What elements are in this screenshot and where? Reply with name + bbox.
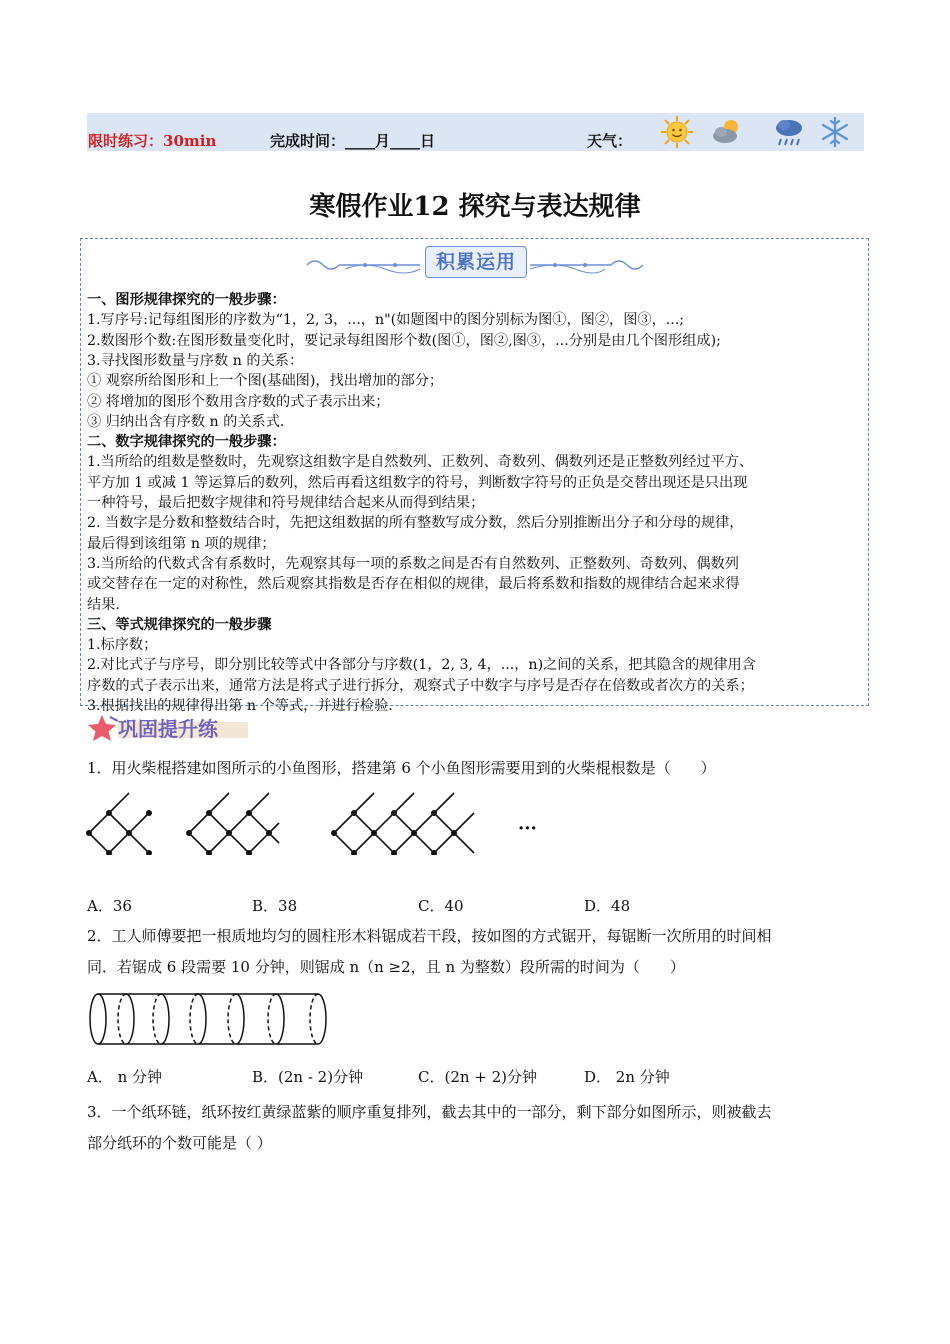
page-title: 寒假作业12 探究与表达规律 [309,192,641,222]
summary-line: 2.数图形个数:在图形数量变化时，要记录每组图形个数(图①，图②,图③，...分别是由几个图形组成); [87,332,721,349]
sunny-icon [660,115,694,149]
summary-line: 2. 当数字是分数和整数结合时，先把这组数据的所有整数写成分数，然后分别推断出分子和分母的规律， [87,515,744,532]
summary-line: 序数的式子表示出来，通常方法是将式子进行拆分，观察式子中数字与序号是否存在倍数或者次方的关系； [87,677,754,694]
question-3-text-line2: 部分纸环的个数可能是（ ） [87,1134,272,1152]
time-limit-label: 限时练习：30min [88,132,217,150]
q1-option-b[interactable]: B．38 [252,897,298,915]
fish-figures [84,785,554,855]
fish-figure-2 [189,793,279,855]
q2-option-c[interactable]: C．(2n + 2)分钟 [418,1068,538,1086]
accumulate-banner-label: 积累运用 [425,246,527,278]
rain-icon [772,115,806,149]
summary-heading: 三、等式规律探究的一般步骤 [87,616,272,633]
q1-option-a[interactable]: A．36 [87,897,132,915]
summary-line: 结果. [87,596,120,613]
question-1-text: 1．用火柴棍搭建如图所示的小鱼图形，搭建第 6 个小鱼图形需要用到的火柴棍根数是（ ） [87,759,716,777]
log-cutting-figure [86,990,331,1048]
figure-ellipsis: ··· [518,818,537,839]
fish-figure-1 [89,793,149,855]
summary-line: ② 将增加的图形个数用含序数的式子表示出来； [87,393,390,410]
snowflake-icon [818,115,852,149]
summary-line: 最后得到该组第 n 项的规律； [87,535,276,552]
question-3-text-line1: 3．一个纸环链，纸环按红黄绿蓝紫的顺序重复排列，截去其中的一部分，剩下部分如图所示，则被截去 [87,1103,772,1121]
q2-option-d[interactable]: D． 2n 分钟 [584,1068,670,1086]
summary-line: ① 观察所给图形和上一个图(基础图)，找出增加的部分； [87,373,444,390]
question-2-text-line1: 2．工人师傅要把一根质地均匀的圆柱形木料锯成若干段，按如图的方式锯开，每锯断一次所用的时间相 [87,927,772,945]
q1-option-d[interactable]: D．48 [584,897,631,915]
summary-line: ③ 归纳出含有序数 n 的关系式. [87,413,285,430]
q2-option-b[interactable]: B．(2n - 2)分钟 [252,1068,364,1086]
summary-line: 1.当所给的组数是整数时，先观察这组数字是自然数列、正数列、奇数列、偶数列还是正整数列经过平方、 [87,454,754,471]
q1-option-c[interactable]: C．40 [418,897,464,915]
q2-option-a[interactable]: A． n 分钟 [87,1068,163,1086]
question-2-text-line2: 同．若锯成 6 段需要 10 分钟，则锯成 n（n ≥2，且 n 为整数）段所需的时间为（ ） [87,958,685,976]
summary-line: 3.根据找出的规律得出第 n 个等式，并进行检验. [87,698,393,714]
weather-label: 天气： [587,132,633,150]
summary-line: 3.寻找图形数量与序数 n 的关系： [87,352,304,369]
summary-line: 一种符号，最后把数字规律和符号规律结合起来从而得到结果； [87,495,485,511]
star-icon [87,713,121,743]
summary-heading: 二、数字规律探究的一般步骤： [87,434,286,451]
summary-line: 1.标序数； [87,637,158,654]
completion-time-field: 完成时间：____月____日 [270,132,436,150]
partly-cloudy-icon [710,115,744,149]
summary-line: 或交替存在一定的对称性，然后观察其指数是否存在相似的规律，最后将系数和指数的规律结合起来求得 [87,576,740,593]
summary-line: 2.对比式子与序号，即分别比较等式中各部分与序数(1，2, 3, 4，...，n)之间的关系，把其隐含的规律用含 [87,657,756,674]
summary-heading: 一、图形规律探究的一般步骤： [87,292,286,308]
summary-line: 1.写序号:记每组图形的序数为“1，2, 3，...，n"(如题图中的图分别标为图①，图②，图③，...; [87,312,685,329]
summary-line: 平方加 1 或减 1 等运算后的数列，然后再看这组数字的符号，判断数字符号的正负是交替出现还是只出现 [87,474,748,491]
section-title: 巩固提升练 [118,717,218,741]
fish-figure-3 [334,793,474,855]
summary-line: 3.当所给的代数式含有系数时，先观察其每一项的系数之间是否有自然数列、正整数列、奇数列、偶数列 [87,555,739,572]
